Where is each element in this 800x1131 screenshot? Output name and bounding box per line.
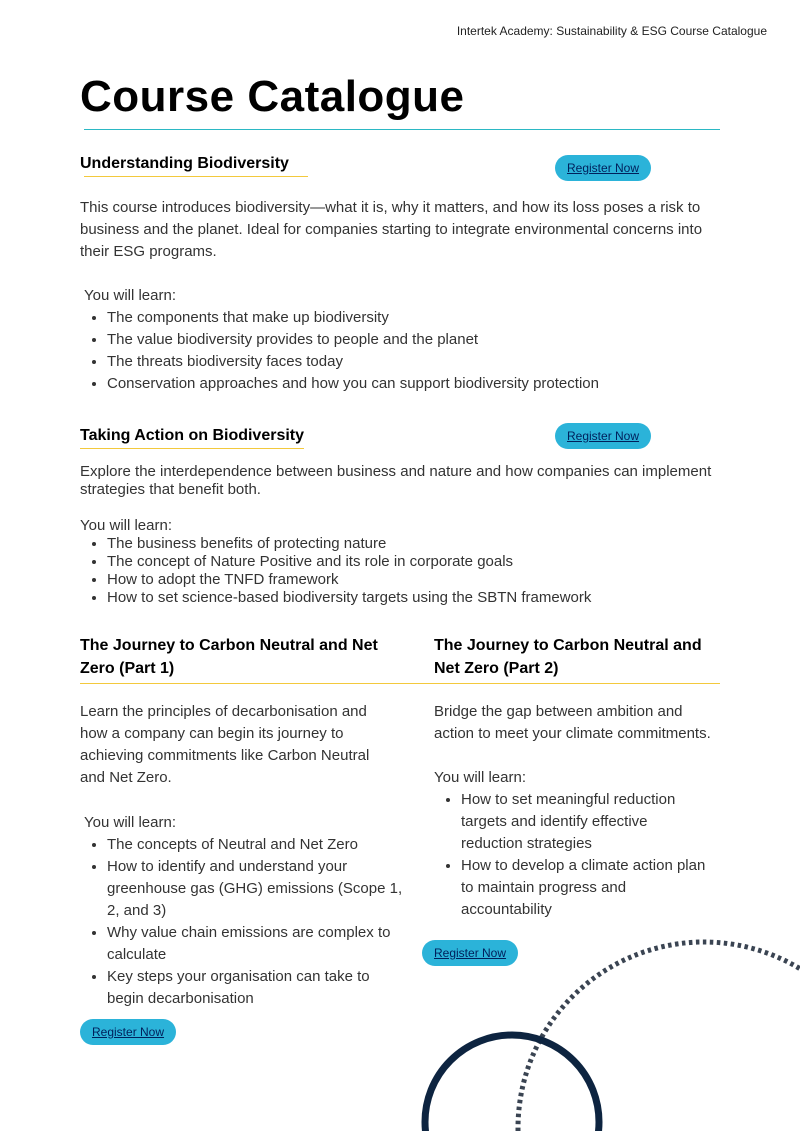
course-title: The Journey to Carbon Neutral and Net Zero (Part 1)	[80, 637, 378, 677]
course-title: Understanding Biodiversity	[80, 155, 289, 172]
list-item: • The threats biodiversity faces today	[107, 351, 747, 373]
learn-label: You will learn:	[84, 814, 176, 831]
navy-circle	[425, 1035, 599, 1131]
list-item: • The concept of Nature Positive and its role in corporate goals	[107, 553, 747, 571]
list-item: • How to adopt the TNFD framework	[107, 571, 747, 589]
list-item: • Why value chain emissions are complex to calculate	[107, 922, 407, 966]
learn-label: You will learn:	[84, 287, 176, 304]
list-item: • How to set science-based biodiversity targets using the SBTN framework	[107, 589, 747, 607]
register-button[interactable]: Register Now	[555, 155, 651, 181]
register-button[interactable]: Register Now	[80, 1019, 176, 1045]
document-header: Intertek Academy: Sustainability & ESG Course Catalogue	[456, 24, 767, 38]
learn-label: You will learn:	[80, 517, 172, 534]
list-item: • The components that make up biodiversity	[107, 307, 747, 329]
course-description: This course introduces biodiversity—what it is, why it matters, and how its loss poses a risk to business and the planet. Ideal for companies starting to integrate environmental concerns into their ESG programs.	[80, 199, 703, 260]
register-button[interactable]: Register Now	[422, 940, 518, 966]
register-button[interactable]: Register Now	[555, 423, 651, 449]
list-item: • The business benefits of protecting nature	[107, 535, 747, 553]
course-title: The Journey to Carbon Neutral and Net Zero (Part 2)	[434, 637, 702, 677]
list-item: • The concepts of Neutral and Net Zero	[107, 834, 407, 856]
course-description: Learn the principles of decarbonisation and how a company can begin its journey to achieving commitments like Carbon Neutral and Net Zero.	[80, 703, 370, 786]
course-description: Explore the interdependence between business and nature and how companies can implement strategies that benefit both.	[80, 463, 712, 498]
page-title: Course Catalogue	[80, 72, 465, 121]
learn-label: You will learn:	[434, 769, 526, 786]
course-description: Bridge the gap between ambition and action to meet your climate commitments.	[434, 703, 711, 742]
list-item: • The value biodiversity provides to people and the planet	[107, 329, 747, 351]
list-item: • How to develop a climate action plan to maintain progress and accountability	[461, 855, 711, 921]
list-item: • Key steps your organisation can take to begin decarbonisation	[107, 966, 407, 1010]
course-title: Taking Action on Biodiversity	[80, 427, 305, 444]
list-item: • Conservation approaches and how you can support biodiversity protection	[107, 373, 747, 395]
dotted-circle	[518, 942, 800, 1131]
list-item: • How to identify and understand your greenhouse gas (GHG) emissions (Scope 1, 2, and 3)	[107, 856, 407, 922]
list-item: • How to set meaningful reduction targets and identify effective reduction strategies	[461, 789, 711, 855]
